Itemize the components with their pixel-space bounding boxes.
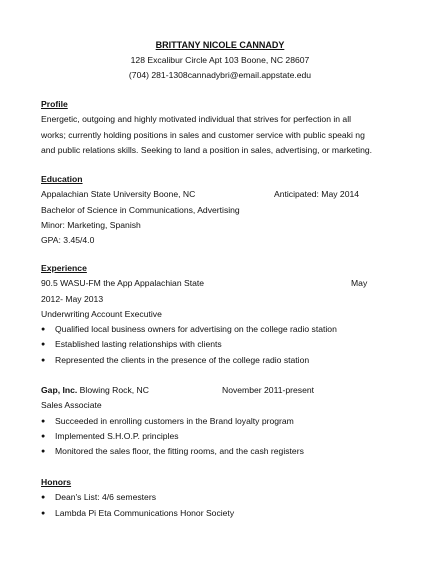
anticipated-date: Anticipated: May 2014 <box>274 189 360 200</box>
minor: Minor: Marketing, Spanish <box>41 219 141 230</box>
job2-org: Gap, Inc. <box>41 385 78 396</box>
honor-item: ● Lambda Pi Eta Communications Honor Society <box>41 506 386 521</box>
experience-section <box>41 261 386 460</box>
address-line: 128 Excalibur Circle Apt 103 Boone, NC 28607 <box>130 55 310 65</box>
job1-bullet: ● Qualified local business owners for advertising on the college radio station <box>41 322 386 337</box>
honors-section <box>41 475 386 521</box>
profile-heading: Profile <box>41 99 68 109</box>
education-school-row <box>41 187 386 202</box>
job1-bullet: ● Represented the clients in the presence of the college radio station <box>41 353 386 368</box>
education-section <box>41 172 386 248</box>
education-heading: Education <box>41 174 83 184</box>
honor-item: ● Dean's List: 4/6 semesters <box>41 490 386 505</box>
job1-date-start: May <box>351 278 368 289</box>
job2-bullet: ● Succeeded in enrolling customers in the Brand loyalty program <box>41 414 386 429</box>
spacer <box>41 368 386 383</box>
job2-org-row <box>41 383 386 398</box>
honors-heading: Honors <box>41 477 72 487</box>
job2-bullet: ● Monitored the sales floor, the fitting rooms, and the cash registers <box>41 444 386 459</box>
profile-line: Energetic, outgoing and highly motivated individual that strives for perfection in all <box>41 114 352 125</box>
job2-location: Blowing Rock, NC <box>77 385 149 396</box>
job2-bullet: ● Implemented S.H.O.P. principles <box>41 429 386 444</box>
job1-bullet: ● Established lasting relationships with clients <box>41 337 386 352</box>
resume-header <box>0 38 440 84</box>
experience-heading: Experience <box>41 263 87 273</box>
school-name: Appalachian State University Boone, NC <box>41 189 196 200</box>
candidate-name: BRITTANY NICOLE CANNADY <box>155 40 285 50</box>
job1-org-row <box>41 276 386 291</box>
profile-line: and public relations skills. Seeking to land a position in sales, advertising, or marketing. <box>41 144 373 155</box>
job1-role: Underwriting Account Executive <box>41 308 162 319</box>
gpa: GPA: 3.45/4.0 <box>41 235 95 246</box>
profile-line: works; currently holding positions in sales and customer service with public speaki ng <box>41 129 365 140</box>
contact-line: (704) 281-1308cannadybri@email.appstate.edu <box>128 70 312 81</box>
job1-date-cont: 2012- May 2013 <box>41 293 104 304</box>
job2-role: Sales Associate <box>41 400 102 411</box>
degree: Bachelor of Science in Communications, Advertising <box>41 204 240 215</box>
job2-dates: November 2011-present <box>222 385 315 396</box>
profile-section <box>41 97 386 158</box>
job1-org: 90.5 WASU-FM the App Appalachian State <box>41 278 205 289</box>
